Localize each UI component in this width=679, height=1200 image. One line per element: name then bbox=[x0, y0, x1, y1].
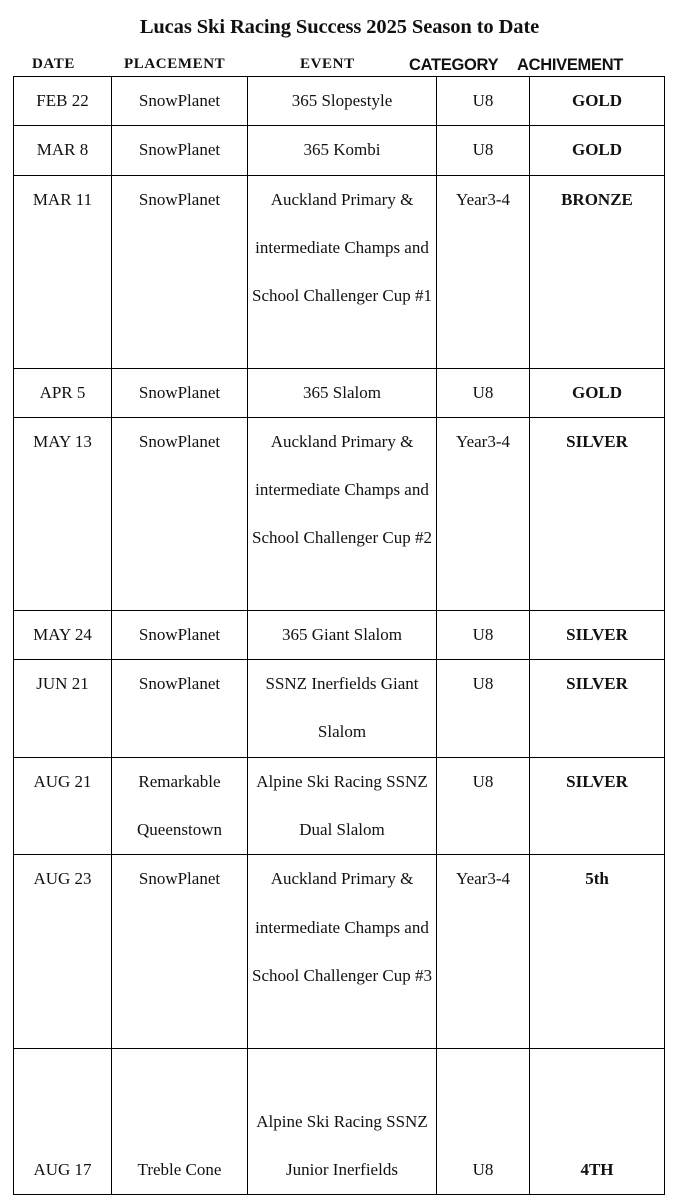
date-cell: AUG 21 bbox=[14, 757, 112, 855]
event-cell: 365 Slalom bbox=[248, 368, 437, 417]
achievement-cell: BRONZE bbox=[530, 175, 665, 368]
table-row bbox=[14, 126, 665, 175]
achievement-cell: GOLD bbox=[530, 368, 665, 417]
event-cell: Alpine Ski Racing SSNZ Junior Inerfields bbox=[248, 1049, 437, 1195]
header-event: EVENT bbox=[300, 56, 355, 72]
event-cell: 365 Kombi bbox=[248, 126, 437, 175]
category-cell: U8 bbox=[437, 126, 530, 175]
date-cell: MAR 11 bbox=[14, 175, 112, 368]
placement-cell: SnowPlanet bbox=[112, 610, 248, 659]
event-cell: 365 Slopestyle bbox=[248, 77, 437, 126]
date-cell: APR 5 bbox=[14, 368, 112, 417]
table-row bbox=[14, 757, 665, 855]
event-cell: SSNZ Inerfields Giant Slalom bbox=[248, 660, 437, 758]
category-cell: Year3-4 bbox=[437, 855, 530, 1049]
achievement-cell: SILVER bbox=[530, 610, 665, 659]
placement-cell: SnowPlanet bbox=[112, 368, 248, 417]
table-row bbox=[14, 660, 665, 758]
achievement-cell: GOLD bbox=[530, 77, 665, 126]
date-cell: MAR 8 bbox=[14, 126, 112, 175]
date-cell: JUN 21 bbox=[14, 660, 112, 758]
achievement-cell: SILVER bbox=[530, 660, 665, 758]
date-cell: MAY 13 bbox=[14, 417, 112, 610]
date-cell: AUG 23 bbox=[14, 855, 112, 1049]
table-row bbox=[14, 175, 665, 368]
achievement-cell: SILVER bbox=[530, 757, 665, 855]
placement-cell: SnowPlanet bbox=[112, 77, 248, 126]
header-placement: PLACEMENT bbox=[124, 56, 226, 72]
placement-cell: SnowPlanet bbox=[112, 855, 248, 1049]
date-cell: FEB 22 bbox=[14, 77, 112, 126]
category-cell: U8 bbox=[437, 610, 530, 659]
table-row bbox=[14, 77, 665, 126]
table-row bbox=[14, 1049, 665, 1195]
document-title: Lucas Ski Racing Success 2025 Season to Date bbox=[139, 16, 540, 38]
category-cell: U8 bbox=[437, 660, 530, 758]
category-cell: U8 bbox=[437, 1049, 530, 1195]
placement-cell: SnowPlanet bbox=[112, 417, 248, 610]
header-date: DATE bbox=[32, 56, 75, 72]
achievement-cell: GOLD bbox=[530, 126, 665, 175]
date-cell: MAY 24 bbox=[14, 610, 112, 659]
results-table bbox=[13, 76, 665, 1195]
category-cell: Year3-4 bbox=[437, 417, 530, 610]
category-cell: Year3-4 bbox=[437, 175, 530, 368]
date-cell: AUG 17 bbox=[14, 1049, 112, 1195]
achievement-cell: 5th bbox=[530, 855, 665, 1049]
placement-cell: SnowPlanet bbox=[112, 175, 248, 368]
table-row bbox=[14, 610, 665, 659]
placement-cell: SnowPlanet bbox=[112, 660, 248, 758]
header-category: CATEGORY bbox=[409, 56, 499, 74]
placement-cell: Treble Cone bbox=[112, 1049, 248, 1195]
placement-cell: SnowPlanet bbox=[112, 126, 248, 175]
event-cell: Auckland Primary & intermediate Champs and School Challenger Cup #2 bbox=[248, 417, 437, 610]
table-row bbox=[14, 417, 665, 610]
category-cell: U8 bbox=[437, 77, 530, 126]
achievement-cell: SILVER bbox=[530, 417, 665, 610]
category-cell: U8 bbox=[437, 368, 530, 417]
table-row bbox=[14, 855, 665, 1049]
table-row bbox=[14, 368, 665, 417]
event-cell: Auckland Primary & intermediate Champs and School Challenger Cup #3 bbox=[248, 855, 437, 1049]
event-cell: 365 Giant Slalom bbox=[248, 610, 437, 659]
header-achievement: ACHIVEMENT bbox=[517, 56, 624, 74]
category-cell: U8 bbox=[437, 757, 530, 855]
event-cell: Auckland Primary & intermediate Champs and School Challenger Cup #1 bbox=[248, 175, 437, 368]
event-cell: Alpine Ski Racing SSNZ Dual Slalom bbox=[248, 757, 437, 855]
achievement-cell: 4TH bbox=[530, 1049, 665, 1195]
placement-cell: Remarkable Queenstown bbox=[112, 757, 248, 855]
